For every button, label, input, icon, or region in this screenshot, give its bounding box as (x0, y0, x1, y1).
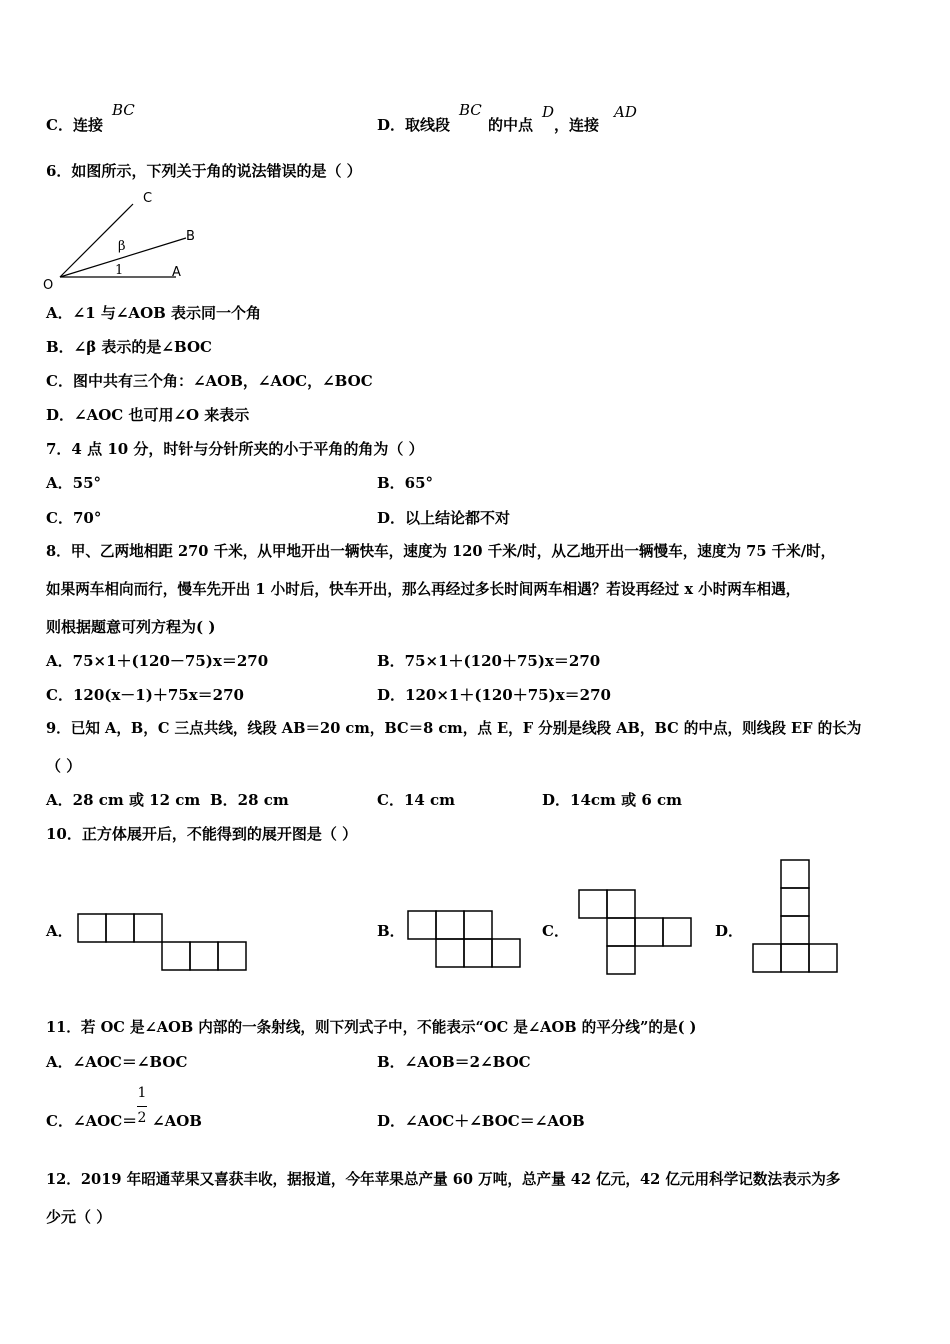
q5-option-d-var1: BC (459, 101, 482, 119)
label-b: B (186, 229, 195, 244)
q10-option-b-label: B． (377, 922, 405, 940)
label-o: O (43, 278, 54, 292)
q5-option-c-text: C．连接 (46, 116, 103, 134)
q8-option-c: C．120(x－1)＋75x＝270 (46, 686, 244, 704)
q10-option-a-label: A． (46, 922, 73, 940)
q6-angle-figure (40, 186, 220, 292)
q7-option-b: B．65° (377, 474, 434, 492)
q9-stem-line1: 9．已知 A，B，C 三点共线，线段 AB＝20 cm，BC＝8 cm，点 E，F 分别是线段 AB，BC 的中点，则线段 EF 的长为 (46, 720, 862, 737)
q11-option-b: B．∠AOB＝2∠BOC (377, 1053, 531, 1071)
q11-option-c-pre: C．∠AOC＝ (46, 1112, 138, 1130)
label-a: A (172, 265, 181, 280)
label-one: 1 (115, 263, 124, 278)
q8-stem-line2: 如果两车相向而行，慢车先开出 1 小时后，快车开出，那么再经过多长时间两车相遇？若设再经过 x 小时两车相遇， (46, 581, 801, 598)
q6-option-b: B．∠β 表示的是∠BOC (46, 338, 212, 356)
q10-net-c (577, 888, 697, 980)
q5-option-d (377, 115, 450, 135)
label-c: C (143, 191, 153, 206)
q7-stem: 7．4 点 10 分，时针与分针所夹的小于平角的角为（ ） (46, 440, 424, 458)
q5-option-c (46, 115, 103, 135)
q7-option-a: A．55° (46, 474, 102, 492)
q8-option-b: B．75×1＋(120＋75)x＝270 (377, 652, 601, 670)
q12-stem-line1: 12．2019 年昭通苹果又喜获丰收，据报道，今年苹果总产量 60 万吨，总产量 42 亿元，42 亿元用科学记数法表示为多 (46, 1171, 841, 1188)
q5-option-d-var2: D (542, 103, 555, 121)
q6-option-a: A．∠1 与∠AOB 表示同一个角 (46, 304, 262, 322)
q9-option-c: C．14 cm (377, 791, 456, 809)
q7-option-c: C．70° (46, 509, 102, 527)
q5-option-d-var3: AD (614, 103, 637, 121)
q10-net-b (406, 909, 526, 971)
q8-stem-line1: 8．甲、乙两地相距 270 千米，从甲地开出一辆快车，速度为 120 千米/时，从乙地开出一辆慢车，速度为 75 千米/时， (46, 543, 836, 560)
q7-option-d: D．以上结论都不对 (377, 509, 511, 527)
q6-option-d: D．∠AOC 也可用∠O 来表示 (46, 406, 250, 424)
q11-option-c-post: ∠AOB (152, 1112, 202, 1130)
q6-stem: 6．如图所示，下列关于角的说法错误的是（ ） (46, 162, 362, 180)
q11-option-c-fraction-bar (137, 1106, 147, 1107)
q9-stem-line2: （ ） (46, 757, 82, 775)
q11-option-a: A．∠AOC＝∠BOC (46, 1053, 188, 1071)
q5-option-d-post: ，连接 (554, 116, 600, 134)
q10-net-a (76, 912, 252, 974)
q11-stem: 11．若 OC 是∠AOB 内部的一条射线，则下列式子中，不能表示“OC 是∠AOB 的平分线”的是( ) (46, 1019, 697, 1036)
q9-option-a: A．28 cm 或 12 cm (46, 791, 201, 809)
label-beta: β (118, 239, 126, 254)
q9-option-b: B．28 cm (210, 791, 289, 809)
q11-option-c-numerator: 1 (137, 1085, 147, 1101)
q8-option-d: D．120×1＋(120＋75)x＝270 (377, 686, 611, 704)
q8-stem-line3: 则根据题意可列方程为( ) (46, 618, 216, 636)
q10-stem: 10．正方体展开后，不能得到的展开图是（ ） (46, 825, 358, 843)
q6-option-c: C．图中共有三个角：∠AOB，∠AOC，∠BOC (46, 372, 373, 390)
q12-stem-line2: 少元（ ） (46, 1208, 112, 1226)
q10-net-d (751, 858, 843, 980)
q10-option-c-label: C． (542, 922, 569, 940)
q10-option-d-label: D． (715, 922, 744, 940)
q5-option-d-pre: D．取线段 (377, 116, 451, 134)
q9-option-d: D．14cm 或 6 cm (542, 791, 682, 809)
q5-option-c-var: BC (112, 101, 135, 119)
q11-option-c-denominator: 2 (137, 1110, 147, 1126)
q5-option-d-mid: 的中点 (488, 116, 534, 134)
q11-option-d: D．∠AOC＋∠BOC＝∠AOB (377, 1112, 585, 1130)
q8-option-a: A．75×1＋(120－75)x＝270 (46, 652, 269, 670)
